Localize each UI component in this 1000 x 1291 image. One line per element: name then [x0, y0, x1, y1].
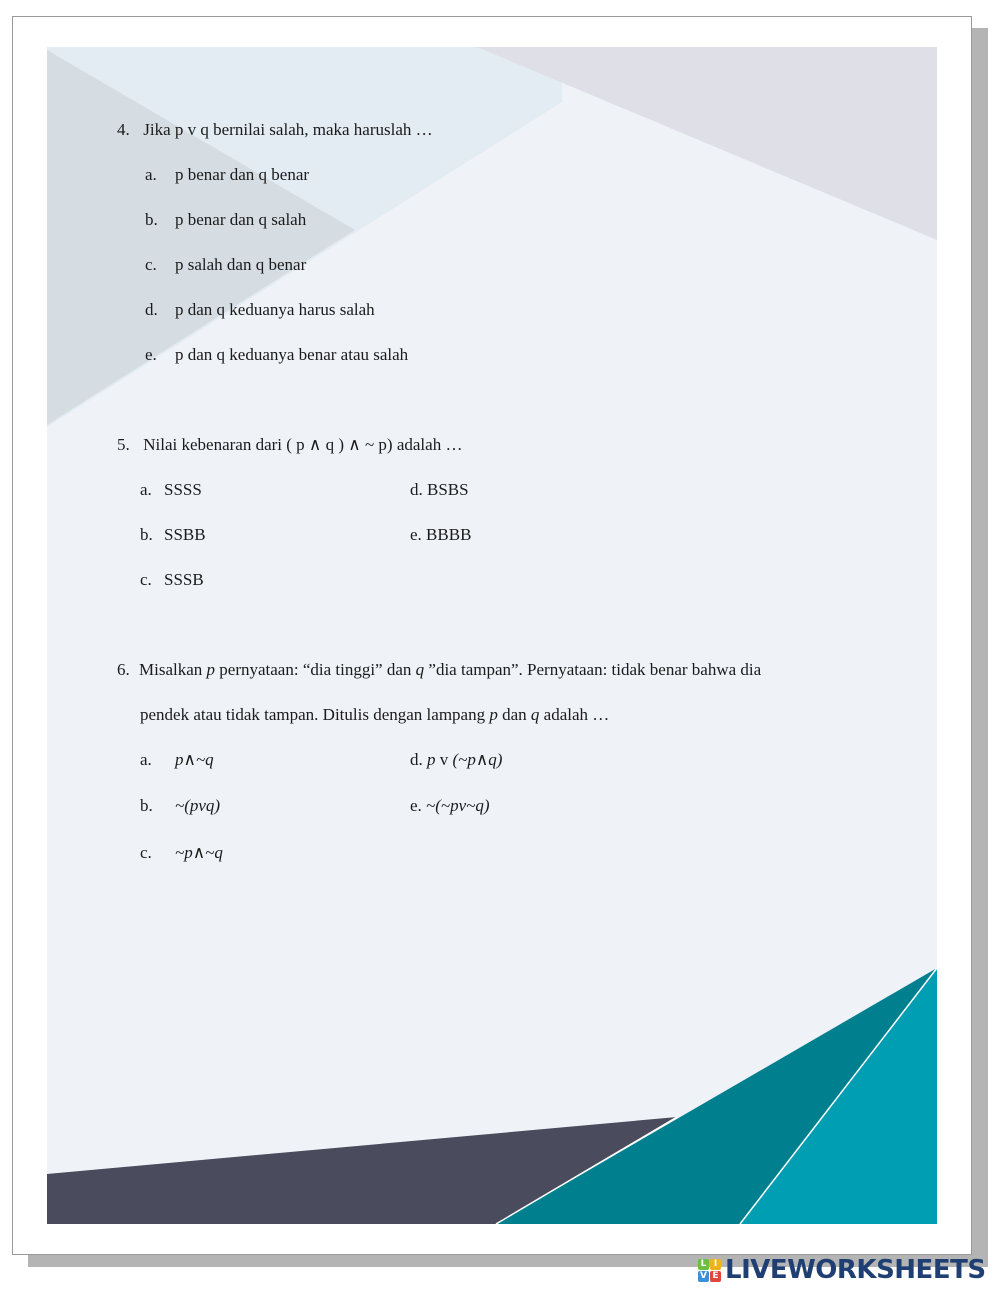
option-text: p dan q keduanya benar atau salah — [175, 345, 409, 364]
text-segment: dan — [497, 705, 531, 724]
option-label: e. — [410, 525, 422, 544]
option-formula: (~p∧q) — [452, 750, 503, 769]
option-label: b. — [145, 210, 158, 229]
logo-text: LIVEWORKSHEETS — [725, 1255, 986, 1285]
q4-option-d[interactable] — [145, 300, 375, 320]
option-text: SSSS — [164, 480, 202, 499]
option-label: c. — [145, 255, 157, 274]
q5-option-e[interactable] — [410, 525, 471, 545]
text-segment: ”dia tampan”. Pernyataan: tidak benar bahwa dia — [424, 660, 762, 679]
question-text: Jika p v q bernilai salah, maka haruslah … — [143, 120, 433, 139]
q6-option-b[interactable] — [140, 796, 220, 816]
option-text: p salah dan q benar — [175, 255, 307, 274]
text-segment: adalah … — [539, 705, 610, 724]
q5-option-d[interactable] — [410, 480, 469, 500]
q4-option-b[interactable] — [145, 210, 306, 230]
q5-option-c[interactable] — [140, 570, 204, 590]
q5-option-a[interactable] — [140, 480, 202, 500]
q5-option-b[interactable] — [140, 525, 206, 545]
option-formula: p∧~q — [175, 750, 214, 769]
question-5 — [117, 435, 462, 455]
q6-option-c[interactable] — [140, 843, 223, 863]
q6-option-a[interactable] — [140, 750, 214, 770]
option-formula-p: p — [427, 750, 436, 769]
option-text: SSSB — [164, 570, 204, 589]
option-label: d. — [145, 300, 158, 319]
text-segment: pernyataan: “dia tinggi” dan — [215, 660, 416, 679]
liveworksheets-logo[interactable] — [698, 1256, 986, 1284]
option-label: e. — [145, 345, 157, 364]
option-text: SSBB — [164, 525, 206, 544]
q4-option-c[interactable] — [145, 255, 306, 275]
variable-p: p — [206, 660, 216, 679]
option-formula: ~p∧~q — [175, 843, 223, 862]
option-formula: ~(~pv~q) — [426, 796, 490, 815]
variable-q: q — [415, 660, 425, 679]
option-label: c. — [140, 843, 152, 862]
q4-option-a[interactable] — [145, 165, 309, 185]
option-text: p benar dan q salah — [175, 210, 307, 229]
text-segment: pendek atau tidak tampan. Ditulis dengan lampang — [140, 705, 490, 724]
option-label: c. — [140, 570, 152, 589]
logo-letter-i: I — [710, 1259, 721, 1270]
option-label: b. — [140, 525, 153, 544]
option-label: e. — [410, 796, 422, 815]
option-text: p benar dan q benar — [175, 165, 310, 184]
question-6-line-2 — [140, 705, 609, 725]
option-label: a. — [140, 480, 152, 499]
question-text — [139, 660, 761, 679]
logo-letter-l: L — [698, 1259, 709, 1270]
logo-letter-e: E — [710, 1271, 721, 1282]
q4-option-e[interactable] — [145, 345, 408, 365]
option-label: b. — [140, 796, 153, 815]
question-4 — [117, 120, 433, 140]
logo-letter-v: V — [698, 1271, 709, 1282]
option-label: a. — [140, 750, 152, 769]
question-number: 6. — [117, 660, 130, 679]
option-text: BSBS — [427, 480, 469, 499]
option-label: a. — [145, 165, 157, 184]
question-number: 5. — [117, 435, 130, 454]
logo-icon — [698, 1259, 721, 1282]
option-text: p dan q keduanya harus salah — [175, 300, 375, 319]
option-label: d. — [410, 750, 423, 769]
q6-option-d[interactable] — [410, 750, 502, 770]
variable-p: p — [489, 705, 498, 724]
question-text: Nilai kebenaran dari ( p ∧ q ) ∧ ~ p) adalah … — [143, 435, 463, 454]
option-formula: ~(pvq) — [175, 796, 221, 815]
q6-option-e[interactable] — [410, 796, 490, 816]
option-label: d. — [410, 480, 423, 499]
question-6-line-1 — [117, 660, 761, 680]
option-text: BBBB — [426, 525, 472, 544]
text-segment: Misalkan — [139, 660, 207, 679]
variable-q: q — [530, 705, 540, 724]
question-number: 4. — [117, 120, 130, 139]
option-formula-or: v — [435, 750, 453, 769]
